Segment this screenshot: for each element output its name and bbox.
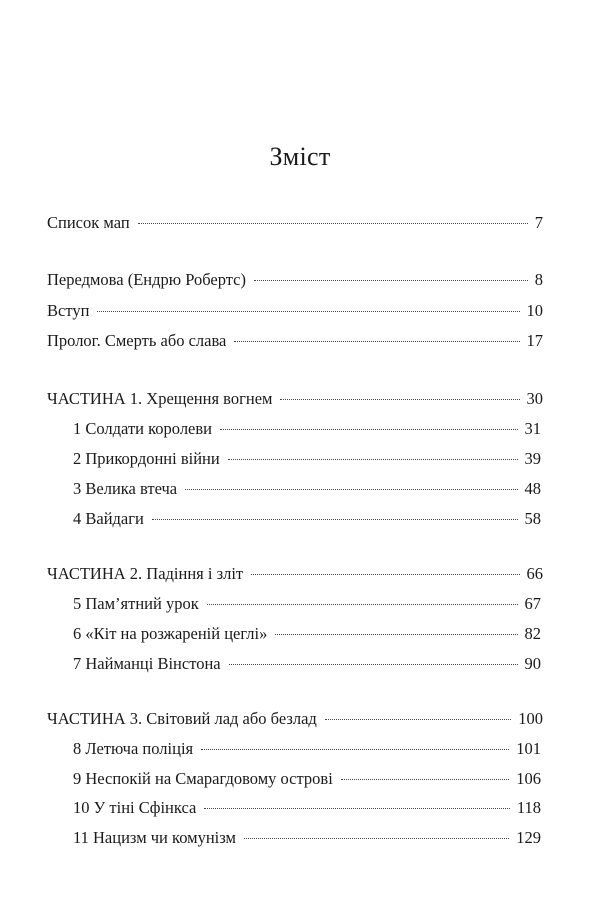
toc-entry-page: 106 bbox=[516, 769, 541, 788]
toc-dot-leader bbox=[185, 489, 517, 490]
toc-dot-leader bbox=[234, 341, 519, 342]
toc-part-heading bbox=[47, 388, 543, 410]
toc-chapter-entry bbox=[73, 593, 541, 615]
toc-entry-label: 5 Пам’ятний урок bbox=[73, 594, 199, 613]
toc-entry-page: 58 bbox=[524, 509, 541, 528]
toc-chapter-entry bbox=[73, 827, 541, 849]
toc-entry-label: 9 Неспокій на Смарагдовому острові bbox=[73, 769, 333, 788]
toc-entry-label: 10 У тіні Сфінкса bbox=[73, 798, 197, 817]
toc-dot-leader bbox=[275, 634, 517, 635]
toc-entry-page: 118 bbox=[516, 798, 541, 817]
toc-entry-label: 3 Велика втеча bbox=[73, 479, 178, 498]
toc-entry-page: 10 bbox=[526, 301, 543, 320]
toc-entry-label: Вступ bbox=[47, 301, 90, 320]
toc-entry-label: 7 Найманці Вінстона bbox=[73, 654, 221, 673]
toc-entry-page: 67 bbox=[524, 594, 541, 613]
page-title: Зміст bbox=[269, 142, 331, 171]
toc-entry bbox=[47, 269, 543, 291]
toc-entry-page: 66 bbox=[526, 564, 543, 583]
toc-dot-leader bbox=[341, 779, 509, 780]
toc-chapter-entry bbox=[73, 797, 541, 819]
toc-dot-leader bbox=[325, 719, 511, 720]
toc-entry-page: 129 bbox=[516, 828, 541, 847]
toc-entry-page: 100 bbox=[518, 709, 543, 728]
toc-entry-label: 6 «Кіт на розжареній цеглі» bbox=[73, 624, 268, 643]
toc-entry bbox=[47, 300, 543, 322]
toc-entry-label: Список мап bbox=[47, 213, 130, 232]
toc-entry-label: ЧАСТИНА 3. Світовий лад або безлад bbox=[47, 709, 317, 728]
toc-dot-leader bbox=[280, 399, 519, 400]
toc-entry-label: ЧАСТИНА 2. Падіння і зліт bbox=[47, 564, 244, 583]
toc-dot-leader bbox=[138, 223, 528, 224]
toc-entry-label: ЧАСТИНА 1. Хрещення вогнем bbox=[47, 389, 273, 408]
toc-dot-leader bbox=[251, 574, 519, 575]
toc-entry-page: 39 bbox=[524, 449, 541, 468]
toc-chapter-entry bbox=[73, 768, 541, 790]
toc-entry-label: 11 Нацизм чи комунізм bbox=[73, 828, 236, 847]
toc-chapter-entry bbox=[73, 508, 541, 530]
toc-dot-leader bbox=[207, 604, 518, 605]
toc-entry-page: 82 bbox=[524, 624, 541, 643]
toc-entry-label: Передмова (Ендрю Робертс) bbox=[47, 270, 246, 289]
toc-chapter-entry bbox=[73, 738, 541, 760]
toc-entry-page: 31 bbox=[524, 419, 541, 438]
toc-chapter-entry bbox=[73, 478, 541, 500]
toc-part-heading bbox=[47, 563, 543, 585]
toc-entry-label: 1 Солдати королеви bbox=[73, 419, 212, 438]
toc-dot-leader bbox=[201, 749, 509, 750]
toc-dot-leader bbox=[244, 838, 509, 839]
toc-entry-page: 101 bbox=[516, 739, 541, 758]
toc-entry-page: 7 bbox=[534, 213, 543, 232]
toc-chapter-entry bbox=[73, 448, 541, 470]
toc-dot-leader bbox=[97, 311, 519, 312]
toc-entry-page: 90 bbox=[524, 654, 541, 673]
toc-chapter-entry bbox=[73, 653, 541, 675]
toc-chapter-entry bbox=[73, 623, 541, 645]
toc-entry-label: Пролог. Смерть або слава bbox=[47, 331, 227, 350]
toc-entry-label: 8 Летюча поліція bbox=[73, 739, 194, 758]
toc-chapter-entry bbox=[73, 418, 541, 440]
toc-entry-page: 48 bbox=[524, 479, 541, 498]
toc-entry-page: 8 bbox=[534, 270, 543, 289]
toc-dot-leader bbox=[254, 280, 528, 281]
toc-entry-page: 17 bbox=[526, 331, 543, 350]
toc-entry bbox=[47, 330, 543, 352]
toc-entry-label: 4 Вайдаги bbox=[73, 509, 144, 528]
toc-entry bbox=[47, 212, 543, 234]
toc-dot-leader bbox=[229, 664, 518, 665]
toc-dot-leader bbox=[204, 808, 510, 809]
toc-dot-leader bbox=[220, 429, 518, 430]
toc-dot-leader bbox=[228, 459, 518, 460]
toc-entry-page: 30 bbox=[526, 389, 543, 408]
toc-part-heading bbox=[47, 708, 543, 730]
toc-entry-label: 2 Прикордонні війни bbox=[73, 449, 220, 468]
toc-dot-leader bbox=[152, 519, 518, 520]
